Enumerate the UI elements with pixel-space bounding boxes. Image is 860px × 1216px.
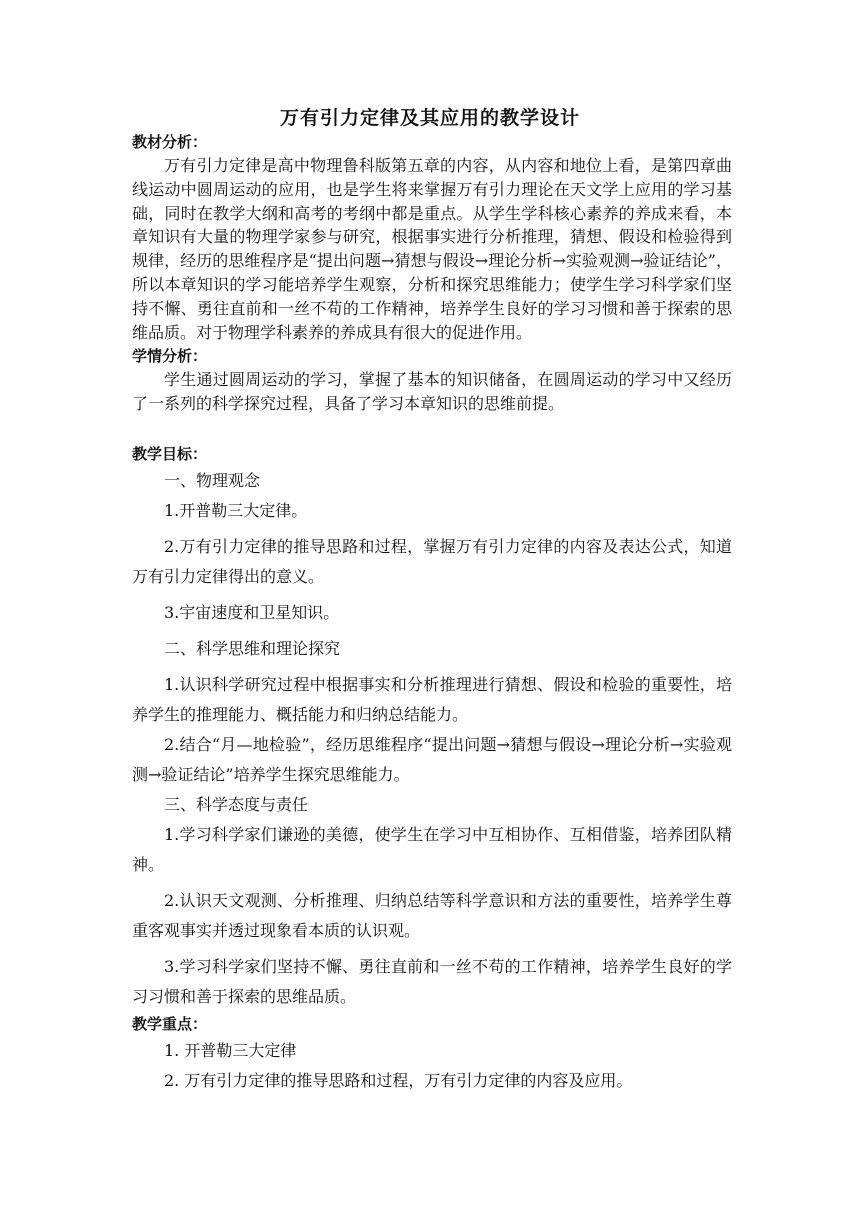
objective-section-title: 一、物理观念: [164, 470, 261, 490]
key-point-item: 1. 开普勒三大定律: [164, 1040, 297, 1060]
learning-analysis-heading: 学情分析：: [132, 347, 208, 366]
textbook-analysis-paragraph: 万有引力定律是高中物理鲁科版第五章的内容，从内容和地位上看，是第四章曲线运动中圆周运动的应用，也是学生将来掌握万有引力理论在天文学上应用的学习基础，同时在教学大纲和高考的考纲中都是重点。从学生学科核心素养的养成来看，本章知识有大量的物理学家参与研究，根据事实进行分析推理，猜想、假设和检验得到规律，经历的思维程序是“提出问题→猜想与假设→理论分析→实验观测→验证结论”，所以本章知识的学习能培养学生观察，分析和探究思维能力；使学生学习科学家们坚持不懈、勇往直前和一丝不苟的工作精神，培养学生良好的学习习惯和善于探索的思维品质。对于物理学科素养的养成具有很大的促进作用。: [132, 156, 732, 342]
objective-item: 3.学习科学家们坚持不懈、勇往直前和一丝不苟的工作精神，培养学生良好的学习习惯和善于探索的思维品质。: [132, 956, 732, 1006]
objective-item: 2.结合“月—地检验”，经历思维程序“提出问题→猜想与假设→理论分析→实验观测→验证结论”培养学生探究思维能力。: [132, 734, 732, 784]
objective-item: 1.认识科学研究过程中根据事实和分析推理进行猜想、假设和检验的重要性，培养学生的推理能力、概括能力和归纳总结能力。: [132, 674, 732, 724]
objective-section-title: 二、科学思维和理论探究: [164, 638, 341, 658]
document-title: 万有引力定律及其应用的教学设计: [279, 107, 580, 129]
objective-item: 3.宇宙速度和卫星知识。: [164, 602, 340, 622]
key-point-item: 2. 万有引力定律的推导思路和过程，万有引力定律的内容及应用。: [164, 1070, 633, 1090]
objective-item: 1.学习科学家们谦逊的美德，使学生在学习中互相协作、互相借鉴，培养团队精神。: [132, 824, 732, 874]
key-points-heading: 教学重点：: [132, 1014, 208, 1033]
objective-item: 2.万有引力定律的推导思路和过程，掌握万有引力定律的内容及表达公式，知道万有引力定律得出的意义。: [132, 536, 732, 586]
document-body: [132, 130, 732, 1096]
textbook-analysis-heading: 教材分析：: [132, 133, 208, 151]
objectives-heading: 教学目标：: [132, 444, 208, 463]
objective-item: 1.开普勒三大定律。: [164, 500, 308, 520]
objective-section-title: 三、科学态度与责任: [164, 794, 309, 814]
learning-analysis-paragraph: 学生通过圆周运动的学习，掌握了基本的知识储备，在圆周运动的学习中又经历了一系列的科学探究过程，具备了学习本章知识的思维前提。: [132, 370, 732, 414]
objective-item: 2.认识天文观测、分析推理、归纳总结等科学意识和方法的重要性，培养学生尊重客观事实并透过现象看本质的认识观。: [132, 890, 732, 940]
